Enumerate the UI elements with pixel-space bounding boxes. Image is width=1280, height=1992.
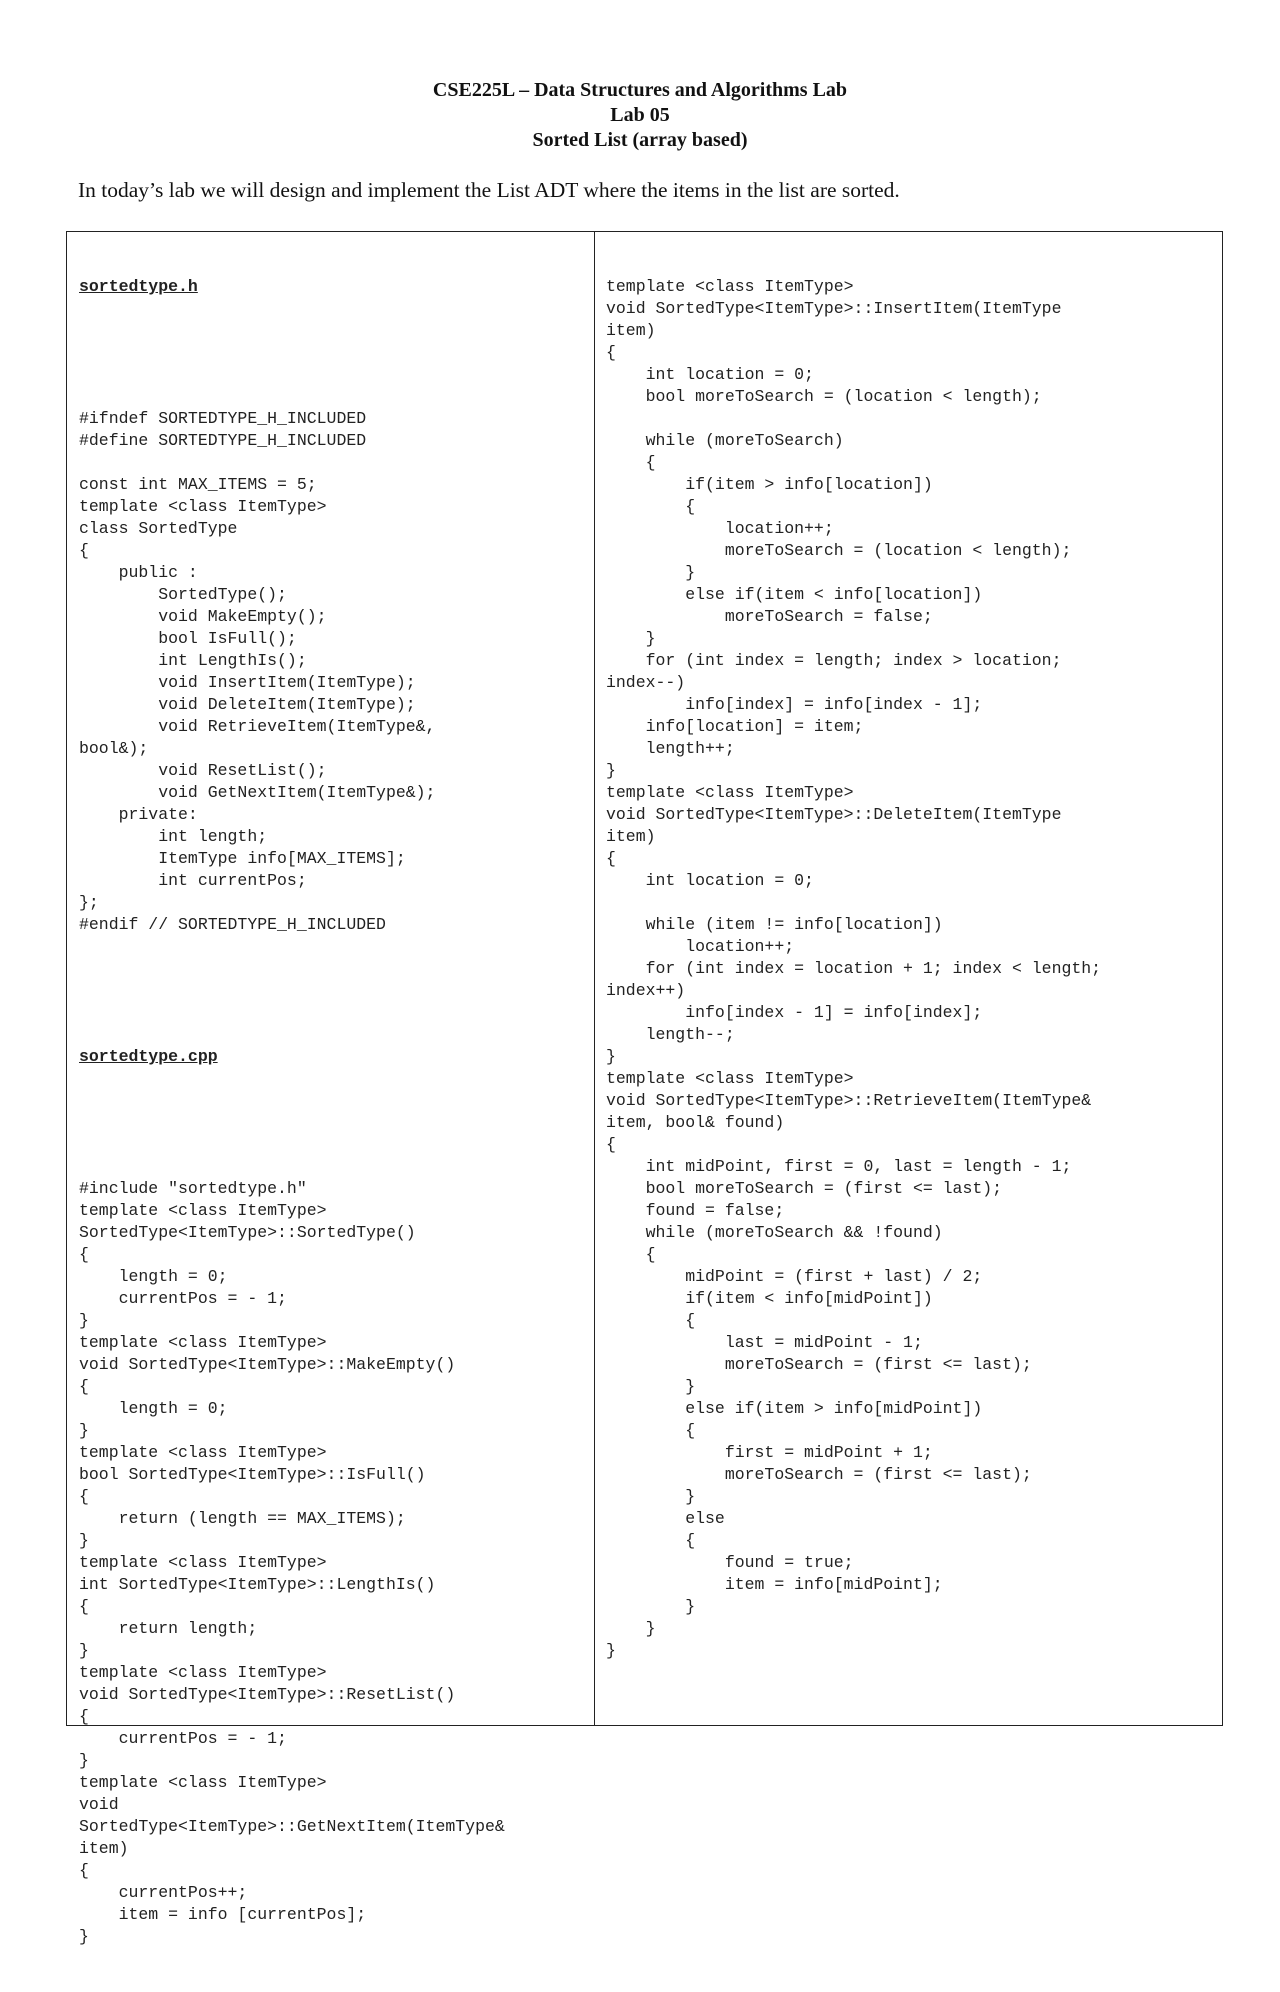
course-title: CSE225L – Data Structures and Algorithms Lab [432, 79, 848, 101]
spacer [79, 342, 505, 364]
code-table [66, 231, 1223, 1946]
column-divider [594, 232, 595, 1725]
spacer [79, 1112, 505, 1134]
spacer [79, 980, 505, 1002]
cpp-file-code: #include "sortedtype.h" template <class ItemType> SortedType<ItemType>::SortedType() { length = 0; currentPos = - 1; } template <class ItemType> void SortedType<ItemType>::MakeEmpty() { length = 0; } template <class ItemType> bool SortedType<ItemType>::IsFull() { return (length == MAX_ITEMS); } template <class ItemType> int SortedType<ItemType>::LengthIs() { return length; } template <class ItemType> void SortedType<ItemType>::ResetList() { currentPos = - 1; } template <class ItemType> void SortedType<ItemType>::GetNextItem(ItemType& item) { currentPos++; item = info [currentPos]; } [79, 1179, 505, 1946]
lab-topic: Sorted List (array based) [532, 129, 748, 151]
left-code-column [79, 232, 505, 1992]
lab-number: Lab 05 [610, 104, 670, 126]
cpp-file-title: sortedtype.cpp [79, 1047, 218, 1066]
member-functions-code: template <class ItemType> void SortedType<ItemType>::InsertItem(ItemType item) { int location = 0; bool moreToSearch = (location < length); while (moreToSearch) { if(item > info[location]) { location++; moreToSearch = (location < length); } else if(item < info[location]) moreToSearch = false; } for (int index = length; index > location; index--) info[index] = info[index - 1]; info[location] = item; length++; } template <class ItemType> void SortedType<ItemType>::DeleteItem(ItemType item) { int location = 0; while (item != info[location]) location++; for (int index = location + 1; index < length; index++) info[index - 1] = info[index]; length--; } template <class ItemType> void SortedType<ItemType>::RetrieveItem(ItemType& item, bool& found) { int midPoint, first = 0, last = length - 1; bool moreToSearch = (first <= last); found = false; while (moreToSearch && !found) { midPoint = (first + last) / 2; if(item < info[midPoint]) { last = midPoint - 1; moreToSearch = (first <= last); } else if(item > info[midPoint]) { first = midPoint + 1; moreToSearch = (first <= last); } else { found = true; item = info[midPoint]; } } } [606, 277, 1102, 1660]
right-code-column [606, 232, 1101, 1706]
document-header [0, 78, 1280, 153]
header-file-title: sortedtype.h [79, 277, 198, 296]
header-file-code: #ifndef SORTEDTYPE_H_INCLUDED #define SORTEDTYPE_H_INCLUDED const int MAX_ITEMS = 5; template <class ItemType> class SortedType { public : SortedType(); void MakeEmpty(); bool IsFull(); int LengthIs(); void InsertItem(ItemType); void DeleteItem(ItemType); void RetrieveItem(ItemType&, bool&); void ResetList(); void GetNextItem(ItemType&); private: int length; ItemType info[MAX_ITEMS]; int currentPos; }; #endif // SORTEDTYPE_H_INCLUDED [79, 409, 436, 934]
intro-paragraph: In today’s lab we will design and implement the List ADT where the items in the list are sorted. [78, 178, 900, 202]
